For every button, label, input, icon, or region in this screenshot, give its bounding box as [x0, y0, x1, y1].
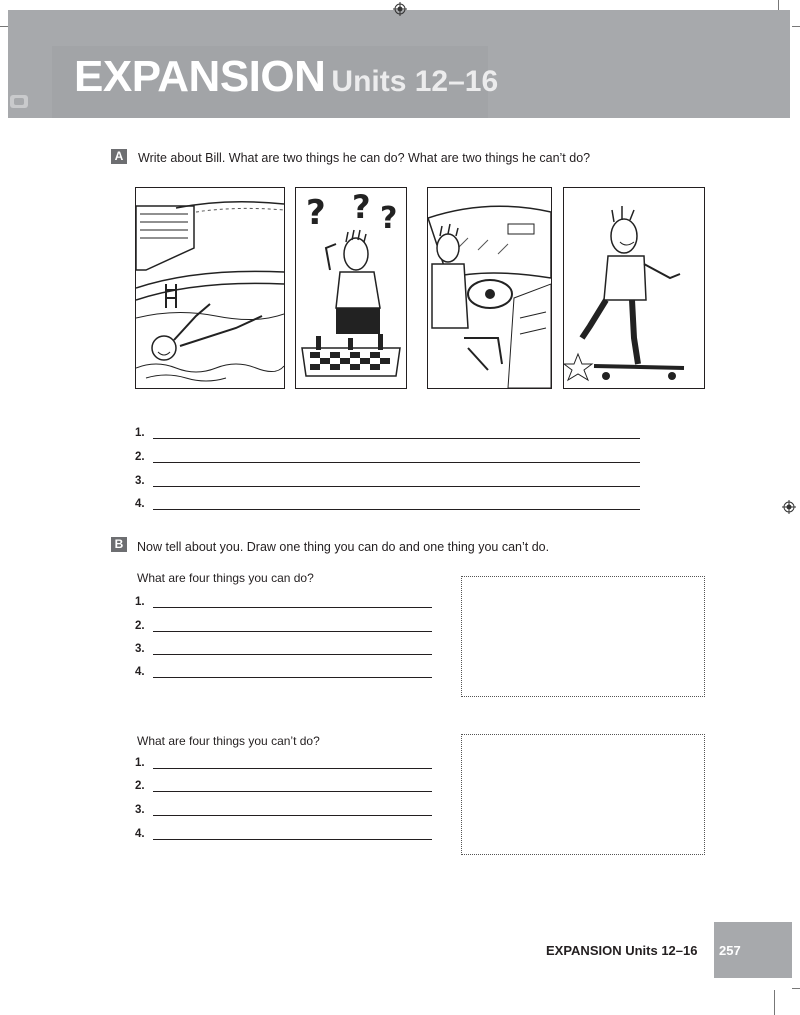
answer-a-2-line[interactable] [153, 462, 640, 463]
can-do-2-number: 2. [135, 620, 145, 632]
swimming-illustration [135, 187, 285, 389]
answer-a-4-line[interactable] [153, 509, 640, 510]
crop-mark [778, 0, 779, 10]
cant-do-1-number: 1. [135, 757, 145, 769]
page-title-sub: Units 12–16 [331, 65, 499, 98]
footer-title: EXPANSION Units 12–16 [546, 943, 698, 958]
cant-do-drawing-box[interactable] [461, 734, 705, 855]
answer-a-4-number: 4. [135, 498, 145, 510]
can-do-prompt: What are four things you can do? [137, 571, 314, 585]
header-mark-icon [8, 92, 30, 112]
cant-do-4-number: 4. [135, 828, 145, 840]
can-do-drawing-box[interactable] [461, 576, 705, 697]
page-number: 257 [719, 943, 741, 958]
registration-mark-icon [393, 2, 407, 16]
can-do-1-line[interactable] [153, 607, 432, 608]
chess-illustration [295, 187, 407, 389]
section-a-badge: A [111, 149, 127, 164]
cant-do-prompt: What are four things you can’t do? [137, 734, 320, 748]
answer-a-2-number: 2. [135, 451, 145, 463]
can-do-4-line[interactable] [153, 677, 432, 678]
can-do-1-number: 1. [135, 596, 145, 608]
svg-text:?: ? [352, 188, 371, 226]
answer-a-1-number: 1. [135, 427, 145, 439]
registration-mark-icon [782, 500, 796, 514]
page-title [74, 52, 498, 102]
svg-text:?: ? [306, 193, 326, 233]
cant-do-2-line[interactable] [153, 791, 432, 792]
answer-a-3-number: 3. [135, 475, 145, 487]
answer-a-1-line[interactable] [153, 438, 640, 439]
skateboarding-illustration [563, 187, 705, 389]
cant-do-1-line[interactable] [153, 768, 432, 769]
crop-mark [774, 990, 775, 1015]
cant-do-2-number: 2. [135, 780, 145, 792]
crop-mark [792, 988, 800, 989]
can-do-3-line[interactable] [153, 654, 432, 655]
can-do-3-number: 3. [135, 643, 145, 655]
section-a-instruction: Write about Bill. What are two things he can do? What are two things he can’t do? [138, 151, 591, 165]
can-do-4-number: 4. [135, 666, 145, 678]
crop-mark [792, 26, 800, 27]
cant-do-3-line[interactable] [153, 815, 432, 816]
svg-text:?: ? [380, 201, 398, 236]
can-do-2-line[interactable] [153, 631, 432, 632]
cant-do-3-number: 3. [135, 804, 145, 816]
driving-illustration [427, 187, 552, 389]
section-b-badge: B [111, 537, 127, 552]
page-title-main: EXPANSION [74, 52, 326, 101]
section-b-instruction: Now tell about you. Draw one thing you can do and one thing you can’t do. [137, 540, 550, 554]
cant-do-4-line[interactable] [153, 839, 432, 840]
answer-a-3-line[interactable] [153, 486, 640, 487]
crop-mark [0, 26, 8, 27]
